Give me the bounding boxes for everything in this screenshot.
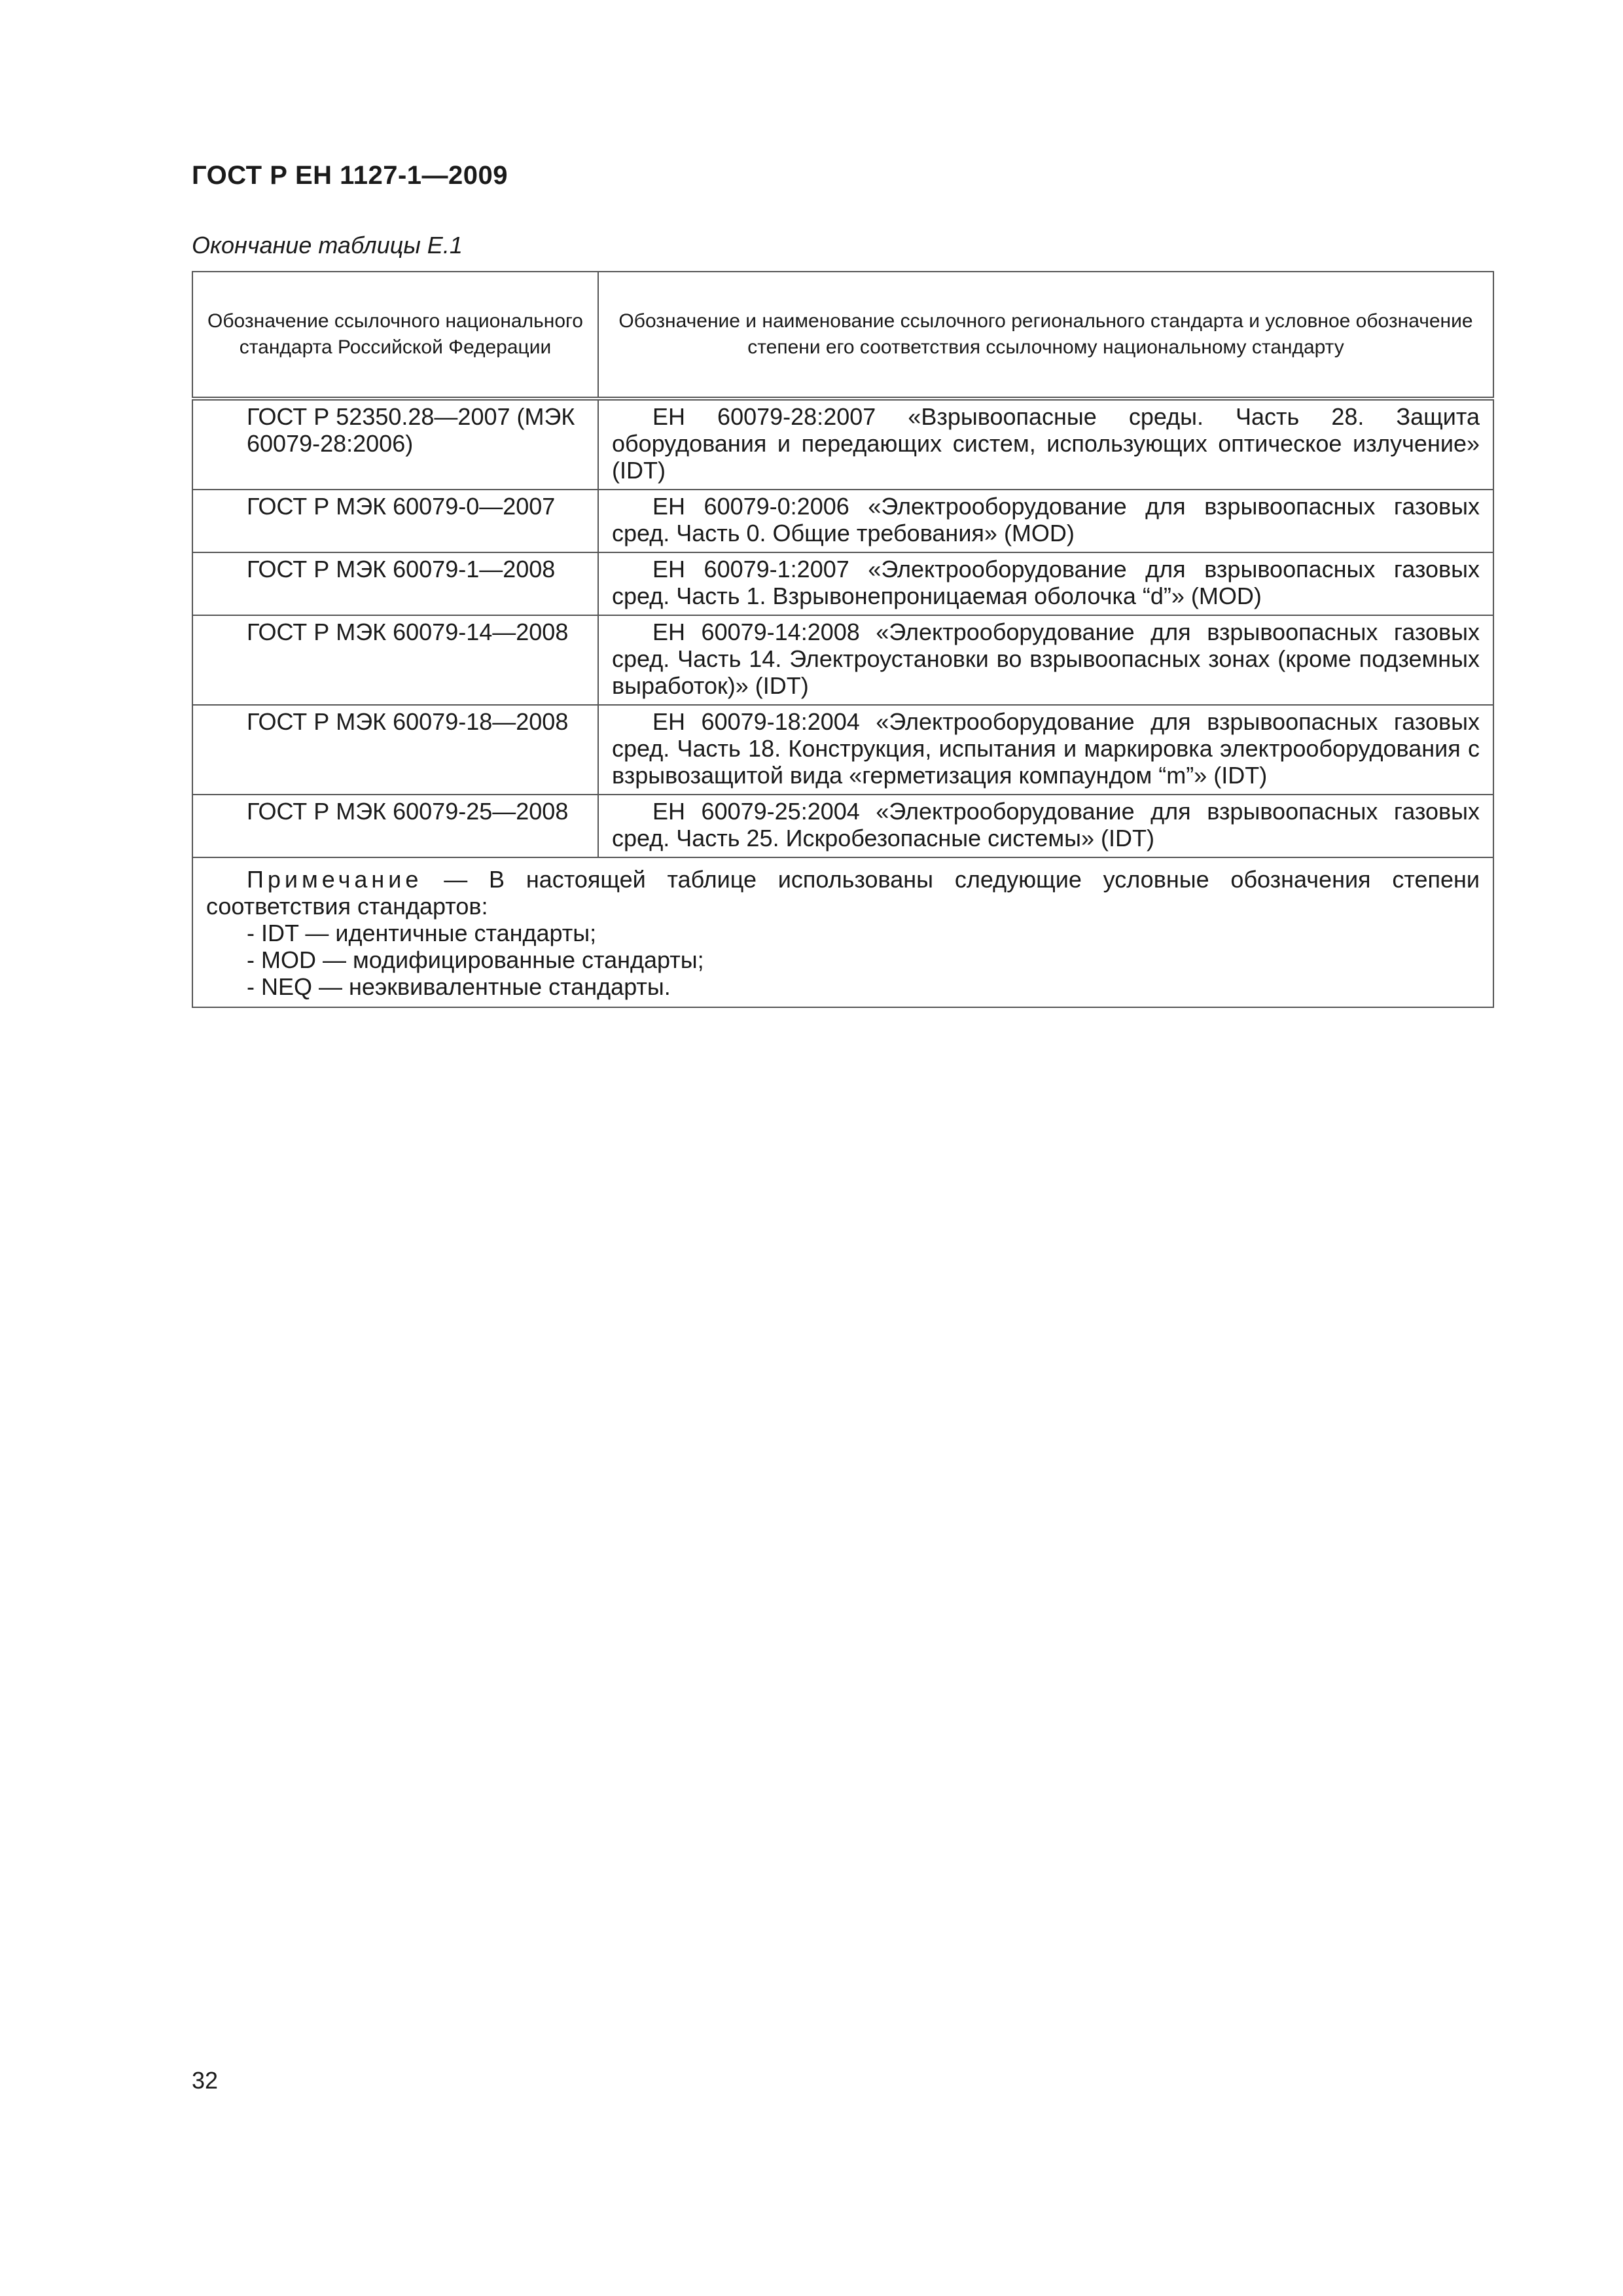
document-code-header: ГОСТ Р ЕН 1127-1—2009 [192, 161, 508, 190]
table-row [192, 615, 1493, 705]
note-text: — В настоящей таблице использованы следующие условные обозначения степени соответствия стандартов: [206, 866, 1480, 920]
regional-standard-cell: ЕН 60079-18:2004 «Электрооборудование для взрывоопасных газовых сред. Часть 18. Конструкция, испытания и маркировка электрооборудования с взрывозащитой вида «герметизация компаундом “m”» (IDT) [598, 705, 1493, 795]
regional-standard-cell: ЕН 60079-28:2007 «Взрывоопасные среды. Часть 28. Защита оборудования и передающих систем, использующих оптическое излучение» (IDT) [598, 399, 1493, 490]
note-label: Примечание [247, 866, 423, 893]
column-header-regional-standard: Обозначение и наименование ссылочного регионального стандарта и условное обозначение степени его соответствия ссылочному национальному стандарту [598, 272, 1493, 399]
national-standard-cell: ГОСТ Р МЭК 60079-25—2008 [192, 795, 598, 857]
reference-table-container [192, 271, 1493, 1008]
regional-standard-cell: ЕН 60079-25:2004 «Электрооборудование для взрывоопасных газовых сред. Часть 25. Искробезопасные системы» (IDT) [598, 795, 1493, 857]
note-paragraph [206, 866, 1480, 920]
page-number: 32 [192, 2067, 219, 2094]
national-standard-cell: ГОСТ Р МЭК 60079-18—2008 [192, 705, 598, 795]
table-note-cell [192, 857, 1493, 1007]
table-row [192, 399, 1493, 490]
table-row [192, 795, 1493, 857]
table-row [192, 552, 1493, 615]
note-list-item: - IDT — идентичные стандарты; [247, 920, 597, 946]
table-row [192, 490, 1493, 552]
regional-standard-cell: ЕН 60079-0:2006 «Электрооборудование для взрывоопасных газовых сред. Часть 0. Общие требования» (MOD) [598, 490, 1493, 552]
national-standard-cell: ГОСТ Р МЭК 60079-14—2008 [192, 615, 598, 705]
note-list-item: - MOD — модифицированные стандарты; [247, 946, 704, 973]
national-standard-cell: ГОСТ Р МЭК 60079-1—2008 [192, 552, 598, 615]
reference-standards-table [192, 271, 1494, 1008]
table-row [192, 705, 1493, 795]
regional-standard-cell: ЕН 60079-1:2007 «Электрооборудование для взрывоопасных газовых сред. Часть 1. Взрывонепроницаемая оболочка “d”» (MOD) [598, 552, 1493, 615]
table-caption: Окончание таблицы Е.1 [192, 232, 463, 259]
regional-standard-cell: ЕН 60079-14:2008 «Электрооборудование для взрывоопасных газовых сред. Часть 14. Электроустановки во взрывоопасных зонах (кроме подземных выработок)» (IDT) [598, 615, 1493, 705]
note-list-item: - NEQ — неэквивалентные стандарты. [247, 973, 671, 1000]
table-header-row [192, 272, 1493, 399]
national-standard-cell: ГОСТ Р МЭК 60079-0—2007 [192, 490, 598, 552]
table-note-row [192, 857, 1493, 1007]
column-header-national-standard: Обозначение ссылочного национального стандарта Российской Федерации [192, 272, 598, 399]
national-standard-cell: ГОСТ Р 52350.28—2007 (МЭК 60079-28:2006) [192, 399, 598, 490]
